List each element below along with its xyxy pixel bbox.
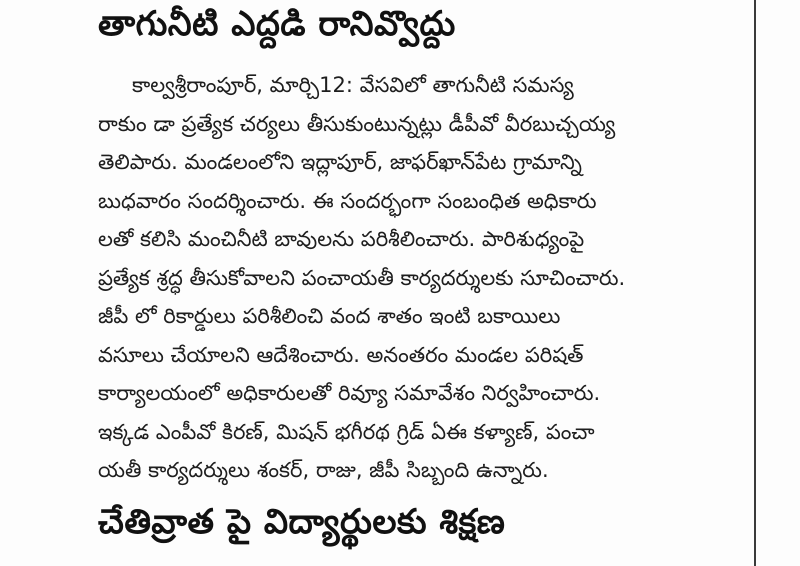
article-line: ఇక్కడ ఎంపీవో కిరణ్, మిషన్ భగీరథ గ్రిడ్ ఏఈ కళ్యాణ్, పంచా xyxy=(98,419,595,444)
article-line: జీపీ లో రికార్డులు పరిశీలించి వంద శాతం ఇంటి బకాయిలు xyxy=(98,304,561,328)
article-line: ప్రత్యేక శ్రద్ధ తీసుకోవాలని పంచాయతీ కార్యదర్శులకు సూచించారు. xyxy=(98,265,626,290)
article-line: రాకుం డా ప్రత్యేక చర్యలు తీసుకుంటున్నట్లు డీపీవో వీరబుచ్చయ్య xyxy=(98,111,616,136)
article-line: వసూలు చేయాలని ఆదేశించారు. అనంతరం మండల పరిషత్ xyxy=(98,342,584,367)
next-article-headline: చేతివ్రాత పై విద్యార్థులకు శిక్షణ xyxy=(98,502,506,542)
article-line: కాల్వశ్రీరాంపూర్, మార్చి12: వేసవిలో తాగునీటి సమస్య xyxy=(132,73,574,97)
article-line: బుధవారం సందర్శించారు. ఈ సందర్భంగా సంబంధిత అధికారు xyxy=(98,188,597,213)
article-body xyxy=(98,66,744,490)
article-line: తెలిపారు. మండలంలోని ఇద్లాపూర్, జాఫర్‌ఖాన్‌పేట గ్రామాన్ని xyxy=(98,150,582,174)
article-line: యతీ కార్యదర్శులు శంకర్, రాజు, జీపీ సిబ్బంది ఉన్నారు. xyxy=(98,458,549,482)
article-line: కార్యాలయంలో అధికారులతో రివ్యూ సమావేశం నిర్వహించారు. xyxy=(98,381,601,405)
column-divider xyxy=(754,0,756,566)
article-line: లతో కలిసి మంచినీటి బావులను పరిశీలించారు. పారిశుధ్యంపై xyxy=(98,227,585,251)
article-headline: తాగునీటి ఎద్దడి రానివ్వొద్దు xyxy=(98,4,456,44)
